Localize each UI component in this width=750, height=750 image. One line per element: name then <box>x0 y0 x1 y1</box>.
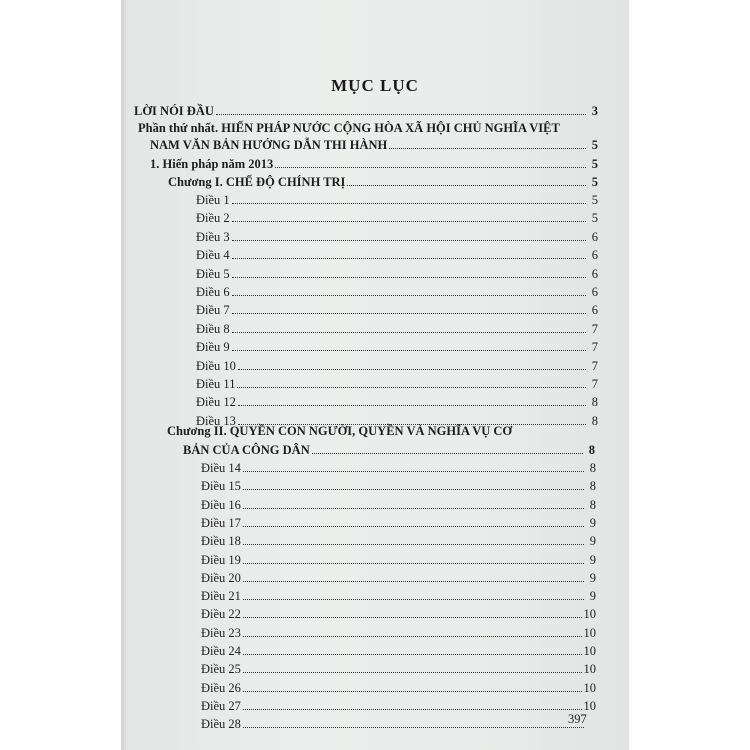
toc-entry-page: 6 <box>591 285 598 299</box>
toc-entry-label: BẢN CỦA CÔNG DÂN <box>183 443 310 457</box>
toc-entry-label: Điều 4 <box>196 248 230 263</box>
toc-entry-page: 5 <box>591 138 598 152</box>
toc-entry-label: Điều 28 <box>201 717 241 732</box>
dot-leader <box>275 166 586 168</box>
toc-entry-article <box>201 586 596 604</box>
toc-entry-page: 7 <box>591 321 598 336</box>
toc-entry-label: Điều 1 <box>196 193 230 207</box>
toc-entry-article <box>196 208 598 226</box>
toc-entry-label: Điều 13 <box>196 413 236 428</box>
toc-entry-section1 <box>150 154 598 172</box>
dot-leader <box>232 331 586 333</box>
toc-entry-article <box>196 190 598 208</box>
toc-entry-label: Điều 15 <box>201 479 241 494</box>
toc-entry-page: 9 <box>589 515 596 530</box>
toc-entry-article <box>201 696 596 714</box>
toc-entry-page: 9 <box>589 589 596 604</box>
toc-entry-label: Điều 9 <box>196 340 230 355</box>
dot-leader <box>243 580 584 582</box>
toc-entry-label: Điều 12 <box>196 395 236 410</box>
dot-leader <box>243 616 582 618</box>
toc-entry-label: Điều 7 <box>196 303 230 318</box>
dot-leader <box>347 184 586 186</box>
toc-entry-label: Điều 23 <box>201 625 241 640</box>
toc-entry-page: 5 <box>591 157 598 171</box>
toc-entry-page: 7 <box>591 377 598 391</box>
dot-leader <box>232 312 586 314</box>
toc-entry-page: 5 <box>591 193 598 207</box>
dot-leader <box>243 671 582 673</box>
page-number: 397 <box>568 712 587 726</box>
dot-leader <box>243 708 582 710</box>
toc-entry-page: 6 <box>591 303 598 318</box>
toc-entry-page: 6 <box>591 266 598 281</box>
toc-entry-page: 10 <box>583 625 596 640</box>
toc-entry-article <box>201 714 596 732</box>
toc-entry-page: 5 <box>591 175 598 189</box>
toc-entry-article <box>201 641 596 659</box>
toc-entry-label: Điều 18 <box>201 534 241 549</box>
toc-entry-page: 8 <box>591 413 598 428</box>
dot-leader <box>243 525 584 527</box>
dot-leader <box>243 653 582 655</box>
dot-leader <box>243 470 584 472</box>
dot-leader <box>243 690 582 692</box>
dot-leader <box>232 257 586 259</box>
toc-entry-label: Điều 3 <box>196 229 230 244</box>
toc-entry-label: Điều 2 <box>196 211 230 226</box>
toc-entry-article <box>196 392 598 410</box>
toc-entry-page: 7 <box>591 340 598 355</box>
toc-entry-page: 8 <box>589 497 596 512</box>
toc-entry-label: Điều 20 <box>201 570 241 585</box>
toc-entry-page: 8 <box>589 461 596 475</box>
toc-entry-label: Điều 5 <box>196 266 230 281</box>
dot-leader <box>232 276 586 278</box>
toc-entry-label: Chương I. CHẾ ĐỘ CHÍNH TRỊ <box>168 175 346 189</box>
dot-leader <box>243 635 582 637</box>
toc-entry-label: Điều 24 <box>201 644 241 658</box>
toc-entry-article <box>201 458 596 476</box>
toc-entry-page: 10 <box>583 607 596 622</box>
dot-leader <box>243 543 584 545</box>
toc-entry-page: 8 <box>588 443 595 457</box>
toc-entry-label: Điều 19 <box>201 552 241 567</box>
toc-entry-chapter1 <box>168 172 598 190</box>
toc-entry-label: Điều 25 <box>201 662 241 677</box>
dot-leader <box>232 239 586 241</box>
toc-entry-label: Điều 27 <box>201 698 241 713</box>
toc-entry-label: Điều 16 <box>201 497 241 512</box>
toc-entry-article <box>196 227 598 245</box>
dot-leader <box>243 488 584 490</box>
dot-leader <box>216 113 586 115</box>
toc-entry-article <box>196 319 598 337</box>
dot-leader <box>243 562 584 564</box>
toc-entry-page: 9 <box>589 570 596 585</box>
toc-entry-article <box>201 476 596 494</box>
dot-leader <box>312 452 583 454</box>
toc-entry-article <box>196 374 598 392</box>
toc-entry-label: Điều 17 <box>201 515 241 530</box>
toc-entry-page: 10 <box>583 662 596 677</box>
toc-entry-article <box>201 568 596 586</box>
book-page <box>121 0 629 750</box>
toc-entry-article <box>201 495 596 513</box>
toc-entry-chapter2 <box>183 440 595 458</box>
dot-leader <box>232 202 586 204</box>
toc-entry-article <box>201 531 596 549</box>
toc-entry-article <box>201 604 596 622</box>
toc-entry-article <box>196 356 598 374</box>
toc-entry-article <box>196 245 598 263</box>
toc-entry-part1 <box>150 135 598 153</box>
toc-entry-article <box>201 678 596 696</box>
toc-entry-article <box>196 282 598 300</box>
toc-entry-article <box>196 264 598 282</box>
toc-entry-page: 9 <box>589 552 596 567</box>
toc-entry-label: Điều 21 <box>201 589 241 604</box>
toc-entry-label: Điều 14 <box>201 461 241 475</box>
toc-entry-page: 7 <box>591 358 598 373</box>
toc-entry-page: 3 <box>591 104 598 118</box>
toc-entry-page: 5 <box>591 211 598 226</box>
dot-leader <box>243 726 584 728</box>
toc-entry-article <box>196 337 598 355</box>
chapter2-heading-line1: Chương II. QUYỀN CON NGƯỜI, QUYỀN VÀ NGHĨA VỤ CƠ <box>167 424 513 438</box>
toc-entry-page: 6 <box>591 248 598 263</box>
toc-entry-page: 10 <box>583 644 596 658</box>
toc-entry-page: 9 <box>589 534 596 549</box>
toc-entry-page: 10 <box>583 698 596 713</box>
dot-leader <box>243 598 584 600</box>
part1-heading-line1: Phần thứ nhất. HIẾN PHÁP NƯỚC CỘNG HÒA XÃ HỘI CHỦ NGHĨA VIỆT <box>138 121 560 135</box>
toc-entry-page: 8 <box>589 479 596 494</box>
toc-entry-label: Điều 22 <box>201 607 241 622</box>
dot-leader <box>243 507 584 509</box>
toc-entry-article <box>201 659 596 677</box>
toc-entry-article <box>201 623 596 641</box>
dot-leader <box>238 368 586 370</box>
dot-leader <box>232 220 586 222</box>
toc-entry-article <box>201 550 596 568</box>
toc-entry-article <box>201 513 596 531</box>
dot-leader <box>238 404 586 406</box>
dot-leader <box>237 386 586 388</box>
dot-leader <box>389 147 586 149</box>
toc-entry-label: Điều 11 <box>196 377 236 391</box>
toc-entry-label: LỜI NÓI ĐẦU <box>134 104 214 118</box>
dot-leader <box>232 349 586 351</box>
toc-entry-article <box>196 300 598 318</box>
page-title: MỤC LỤC <box>331 76 419 95</box>
toc-entry-page: 6 <box>591 229 598 244</box>
toc-entry-label: NAM VĂN BẢN HƯỚNG DẪN THI HÀNH <box>150 138 388 152</box>
toc-entry-label: Điều 10 <box>196 358 236 373</box>
toc-entry-label: 1. Hiến pháp năm 2013 <box>150 157 274 171</box>
toc-entry-label: Điều 8 <box>196 321 230 336</box>
toc-entry-label: Điều 26 <box>201 680 241 695</box>
toc-entry-label: Điều 6 <box>196 285 230 299</box>
toc-entry-page: 10 <box>583 680 596 695</box>
toc-entry-page: 8 <box>591 395 598 410</box>
toc-entry-intro <box>134 101 598 119</box>
dot-leader <box>232 294 586 296</box>
